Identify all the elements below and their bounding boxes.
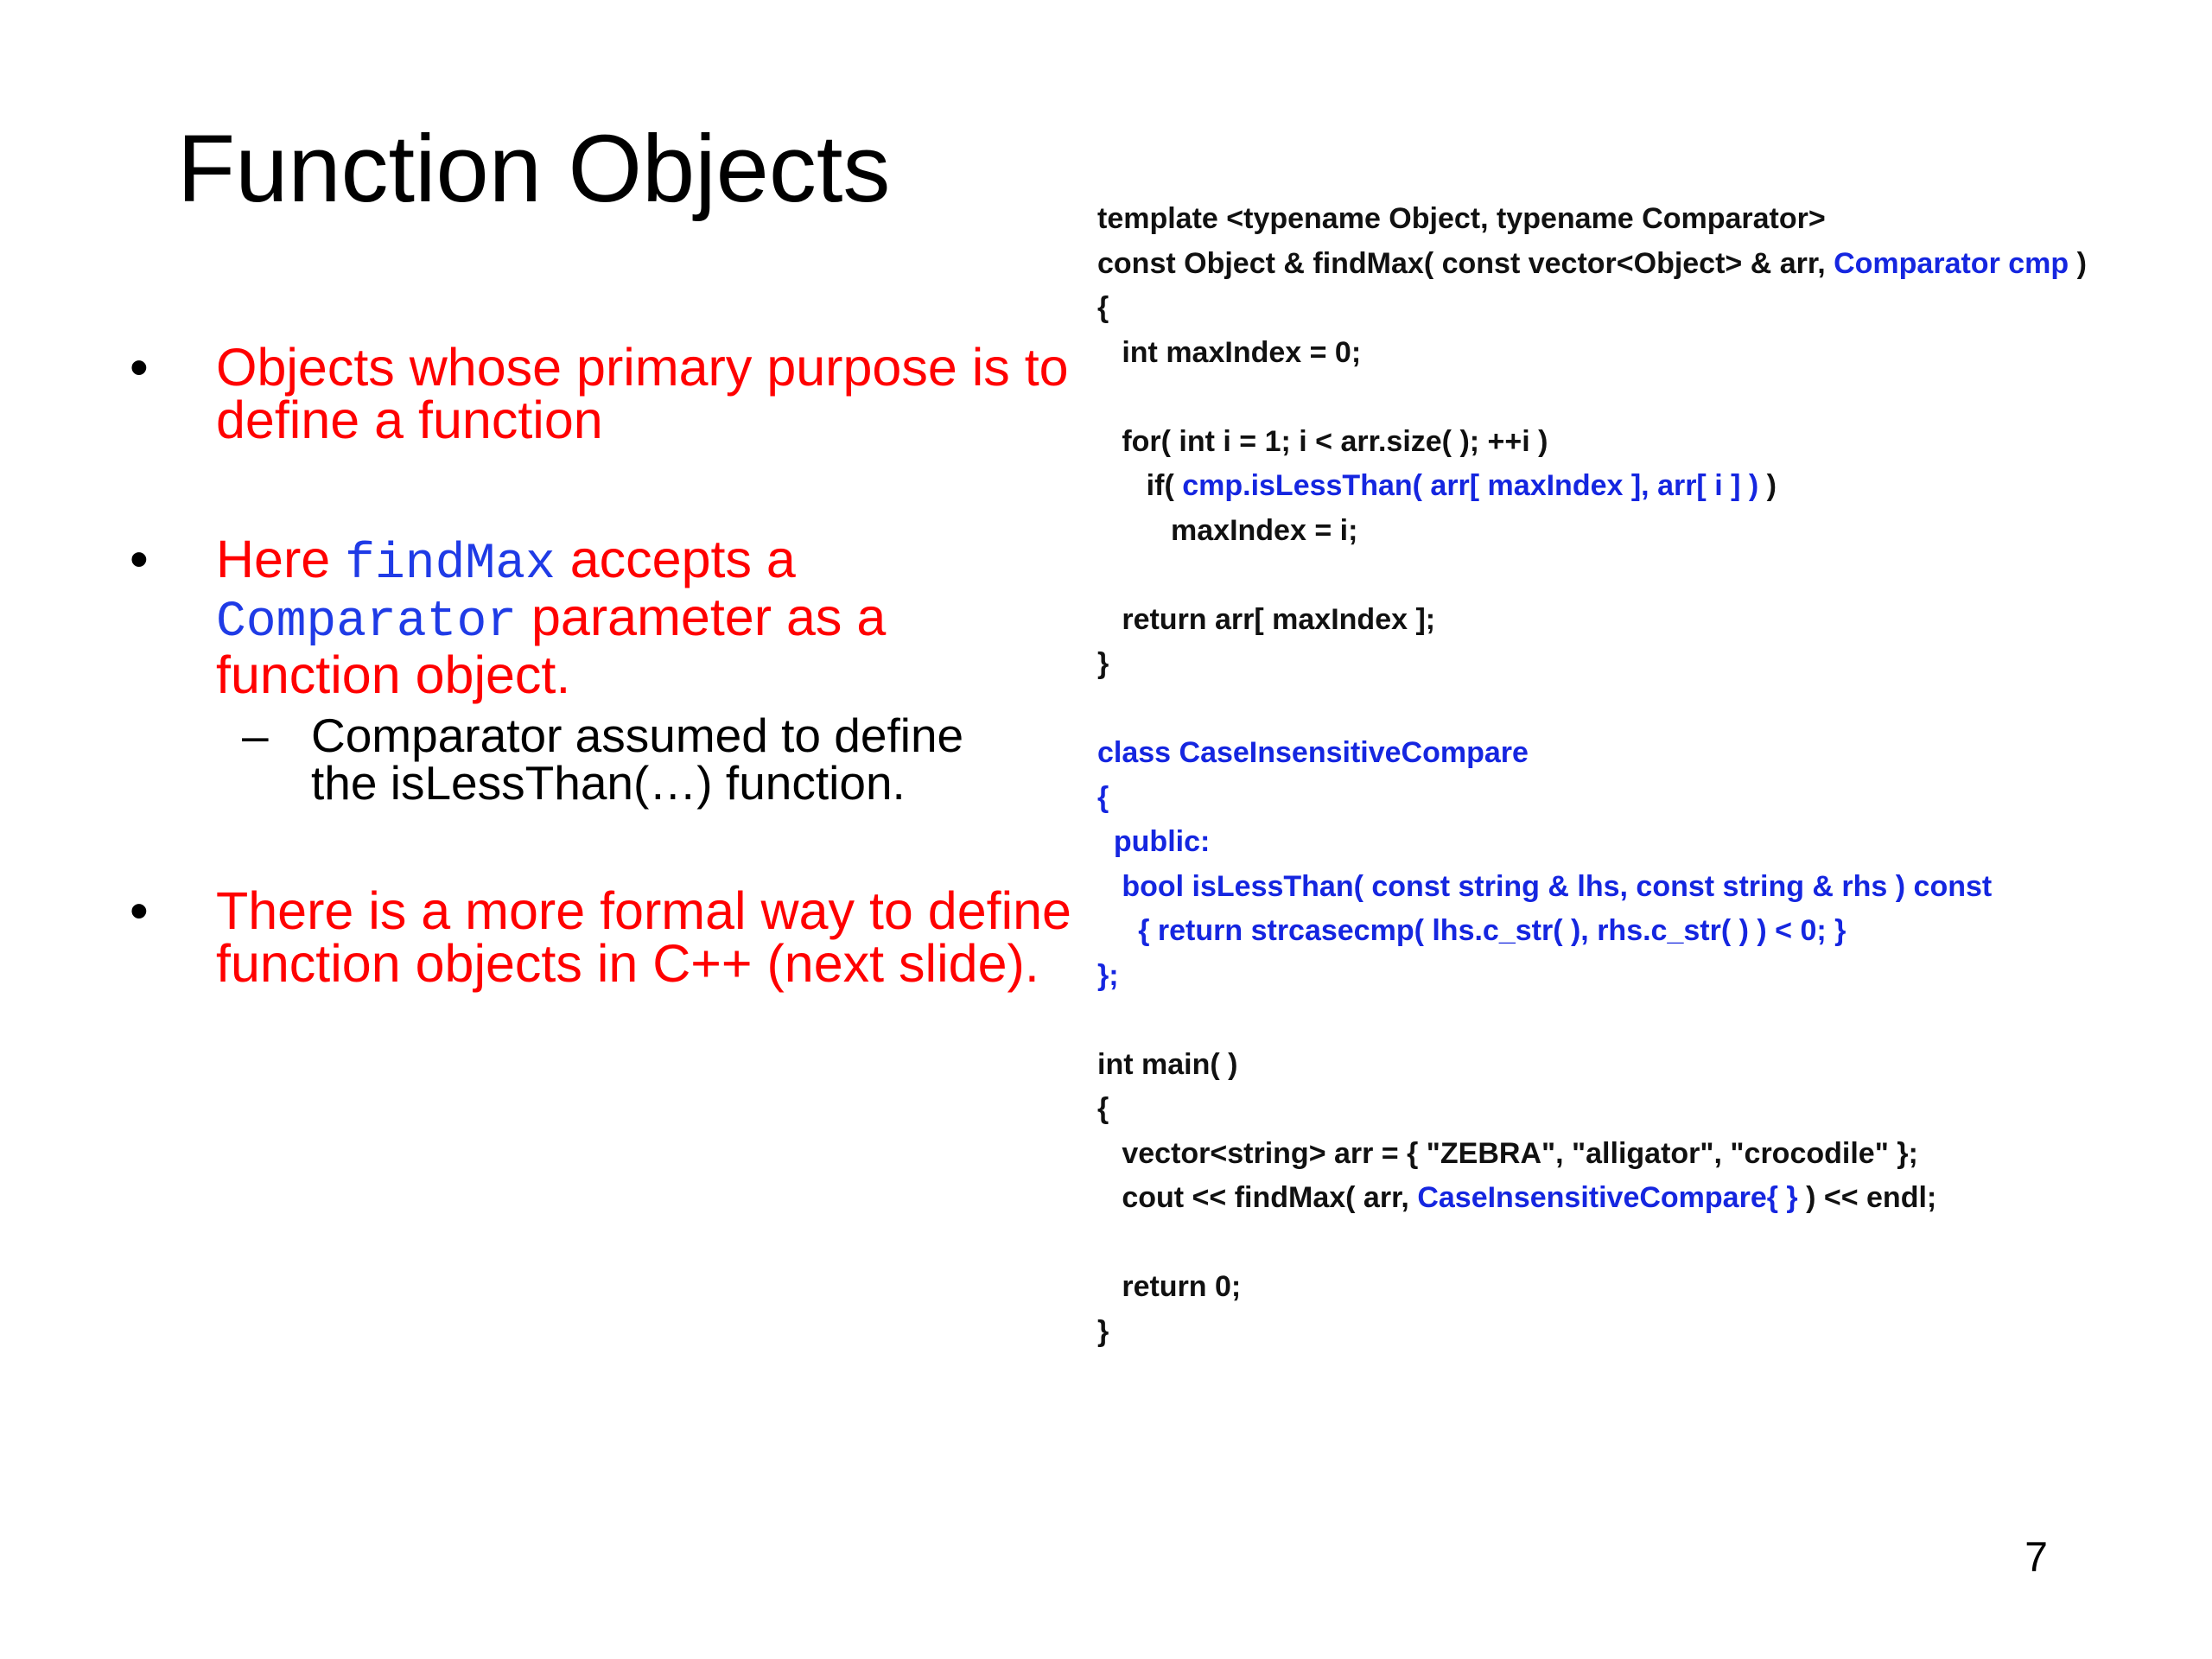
code-line: } (1097, 647, 1109, 680)
bullet-item (130, 338, 1071, 449)
code-line (1097, 998, 2087, 1043)
code-line: return 0; (1097, 1270, 1242, 1303)
code-line: vector<string> arr = { "ZEBRA", "alligator", "crocodile" }; (1097, 1136, 1918, 1170)
code-line: public: (1097, 825, 1211, 858)
code-token: ) (2069, 246, 2087, 280)
page-number: 7 (2024, 1535, 2048, 1580)
bullet-text: There is a more formal way to define function objects in C++ (next slide). (216, 881, 1071, 993)
code-listing (1097, 197, 2087, 1354)
code-highlight: cmp.isLessThan( arr[ maxIndex ], arr[ i ] ) (1182, 469, 1759, 502)
bullet-text-part: accepts a (555, 530, 796, 588)
bullet-marker: • (130, 881, 149, 941)
code-line (1097, 464, 2087, 509)
code-line: { (1097, 1092, 1109, 1125)
code-token: if( (1097, 469, 1183, 502)
bullet-marker: • (130, 530, 149, 589)
bullet-marker: • (130, 338, 149, 397)
code-highlight: Comparator cmp (1834, 246, 2069, 280)
bullet-text: Objects whose primary purpose is to define a function (216, 338, 1069, 449)
code-line: }; (1097, 958, 1119, 992)
code-line: class CaseInsensitiveCompare (1097, 736, 1529, 769)
code-line: int maxIndex = 0; (1097, 335, 1362, 369)
slide-title: Function Objects (177, 116, 891, 222)
inline-code-comparator: Comparator (216, 594, 518, 651)
code-line (1097, 687, 2087, 732)
code-token: ) << endl; (1797, 1181, 1937, 1214)
code-line: return arr[ maxIndex ]; (1097, 602, 1436, 636)
code-line: template <typename Object, typename Comparator> (1097, 202, 1826, 235)
code-line: maxIndex = i; (1097, 513, 1358, 547)
code-line (1097, 553, 2087, 598)
inline-code-findmax: findMax (345, 537, 556, 593)
bullet-item (130, 530, 1071, 704)
sub-bullet-text (311, 709, 1071, 810)
code-line: } (1097, 1314, 1109, 1348)
code-line: int main( ) (1097, 1047, 1238, 1081)
code-line (1097, 1221, 2087, 1266)
code-token: cout << findMax( arr, (1097, 1181, 1418, 1214)
sub-bullet-line: the isLessThan(…) function. (311, 756, 906, 810)
sub-bullet-item (130, 709, 1071, 810)
sub-bullet-marker: – (242, 709, 269, 762)
code-line (1097, 1176, 2087, 1221)
code-line (1097, 242, 2087, 287)
code-line (1097, 375, 2087, 420)
code-line: { return strcasecmp( lhs.c_str( ), rhs.c_str( ) ) < 0; } (1097, 914, 1847, 947)
code-token: const Object & findMax( const vector<Object> & arr, (1097, 246, 1834, 280)
bullet-text (216, 530, 1071, 704)
code-token: ) (1758, 469, 1777, 502)
bullet-list (130, 338, 1071, 993)
code-line: bool isLessThan( const string & lhs, const string & rhs ) const (1097, 869, 1993, 903)
code-line: { (1097, 291, 1109, 324)
bullet-item (130, 881, 1071, 993)
code-line: { (1097, 780, 1109, 814)
bullet-text-part: parameter as a function object. (216, 588, 887, 704)
code-line: for( int i = 1; i < arr.size( ); ++i ) (1097, 424, 1548, 458)
code-highlight: CaseInsensitiveCompare{ } (1417, 1181, 1798, 1214)
bullet-text-part: Here (216, 530, 346, 588)
sub-bullet-line: Comparator assumed to define (311, 709, 964, 762)
